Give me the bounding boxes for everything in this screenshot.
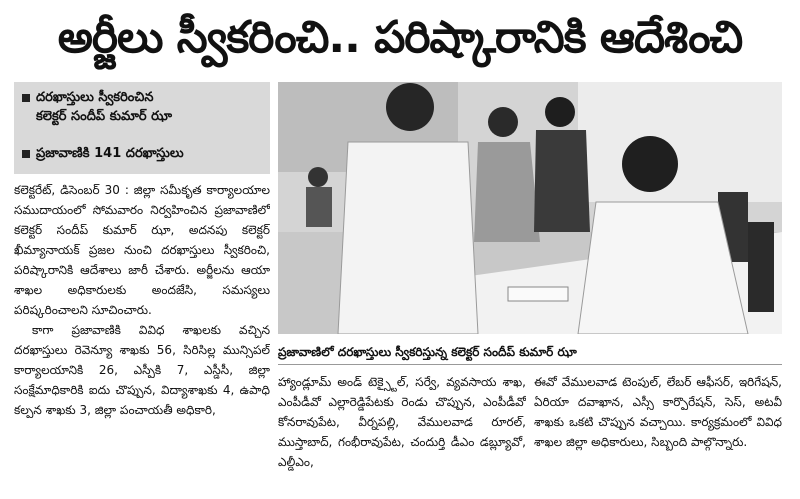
article-column-3 — [534, 372, 782, 494]
photo-caption: ప్రజావాణిలో దరఖాస్తులు స్వీకరిస్తున్న కలెక్టర్ సందీప్ కుమార్ ఝా — [278, 340, 782, 365]
square-bullet-icon — [22, 94, 30, 102]
article-paragraph: కాగా ప్రజావాణికి వివిధ శాఖలకు వచ్చిన దరఖాస్తులు రెవెన్యూ శాఖకు 56, సిరిసిల్ల మున్సిపల్ కార్యాలయానికి 26, ఎస్పీకి 7, ఎస్డీసీ, జిల్లా సంక్షేమాధికారికి ఐదు చొప్పున, విద్యాశాఖకు 4, ఉపాధి కల్పన శాఖకు 3, జిల్లా పంచాయతీ అధికారి, — [14, 323, 270, 417]
news-photo — [278, 82, 782, 334]
highlight-item — [22, 88, 172, 126]
square-bullet-icon — [22, 150, 30, 158]
collector-receiving-petitions-photo — [278, 82, 782, 334]
highlight-line: దరఖాస్తులు స్వీకరించిన — [36, 90, 154, 105]
article-column-1 — [14, 180, 270, 494]
article-paragraph: కలెక్టరేట్, డిసెంబర్ 30 : జిల్లా సమీకృత కార్యాలయాల సముదాయంలో సోమవారం నిర్వహించిన ప్రజావాణిలో కలెక్టర్ సందీప్ కుమార్ ఝా, అదనపు కలెక్టర్ ఖీమ్యానాయక్ ప్రజల నుంచి దరఖాస్తులు స్వీకరించి, పరిష్కారానికి ఆదేశాలు జారీ చేశారు. అర్జీలను ఆయా శాఖల అధికారులకు అందజేసి, సమస్యలు పరిష్కరించాలని సూచించారు. — [14, 183, 270, 317]
highlight-line: ప్రజావాణికి 141 దరఖాస్తులు — [36, 146, 184, 161]
highlight-item — [22, 144, 184, 163]
highlights-box — [14, 82, 270, 174]
article-paragraph: ఈవో వేములవాడ టెంపుల్, లేబర్ ఆఫీసర్, ఇరిగేషన్, ఏరియా దవాఖాన, ఎస్సీ కార్పొరేషన్, సెస్, అటవీ శాఖకు ఒకటి చొప్పున వచ్చాయి. కార్యక్రమంలో వివిధ శాఖల జిల్లా అధికారులు, సిబ్బంది పాల్గొన్నారు. — [534, 375, 782, 449]
highlight-line: కలెక్టర్ సందీప్ కుమార్ ఝా — [36, 109, 173, 124]
headline: అర్జీలు స్వీకరించి.. పరిష్కారానికి ఆదేశించి — [57, 12, 743, 63]
article-paragraph: హ్యాండ్లూమ్ అండ్ టెక్స్టైల్, సర్వే, వ్యవసాయ శాఖ, ఎంపీడీవో ఎల్లారెడ్డిపేటకు రెండు చొప్పున, ఎంపీడీవో కోనరావుపేట, వీర్నపల్లి, వేములవాడ రూరల్, ముస్తాబాద్, గంభీరావుపేట, చందుర్తి డీఎం డబ్ల్యూవో, ఎల్డీఎం, — [278, 375, 526, 469]
article-column-2 — [278, 372, 526, 494]
